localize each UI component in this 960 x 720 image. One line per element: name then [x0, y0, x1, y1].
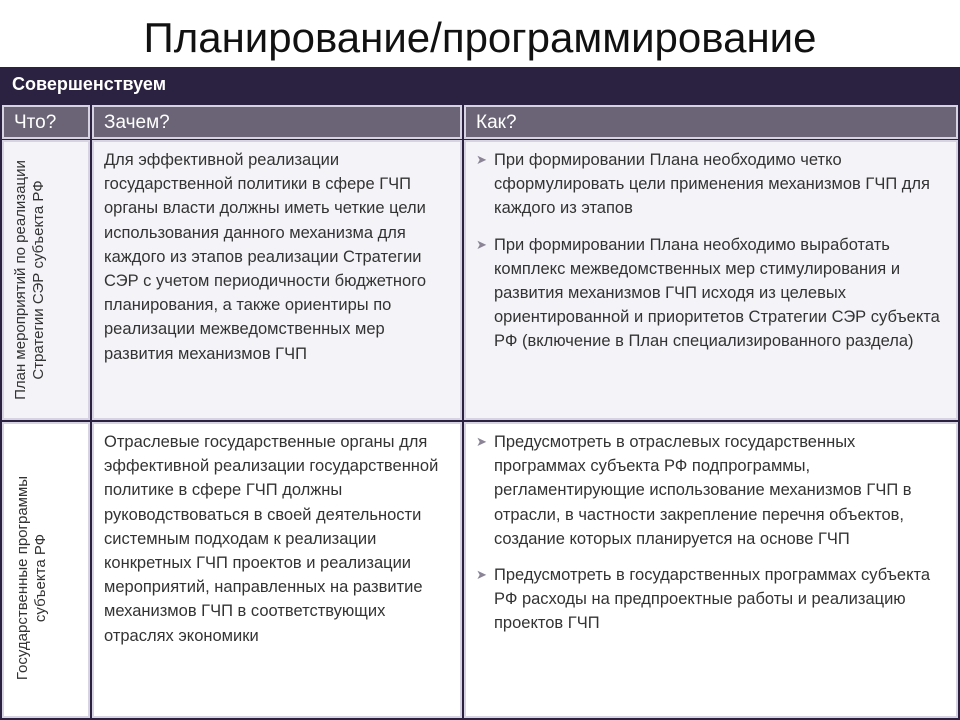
- how-item-text: При формировании Плана необходимо выработать комплекс межведомственных мер стимулирования и развития механизмов ГЧП исходя из целевых ориентированной и приоритетов Стратегии СЭР субъекта РФ (включение в План специализированного раздела): [494, 235, 940, 351]
- how-cell: [464, 140, 958, 420]
- arrow-bullet-icon: ➤: [476, 567, 487, 583]
- list-item: [474, 233, 950, 354]
- column-header-why: [92, 105, 462, 139]
- list-item: [474, 148, 950, 221]
- column-header-why-label: Зачем?: [104, 112, 170, 133]
- why-text: Отраслевые государственные органы для эффективной реализации государственной политике в сфере ГЧП должны руководствоваться в своей деятельности системным подходам к реализации конкретных ГЧП проектов и реализации мероприятий, направленных на развитие механизмов ГЧП в соответствующих отраслях экономики: [104, 433, 439, 645]
- how-list: [474, 430, 950, 648]
- row-label-cell: [2, 140, 90, 420]
- section-header: [0, 67, 960, 103]
- how-item-text: При формировании Плана необходимо четко сформулировать цели применения механизмов ГЧП для каждого из этапов: [494, 151, 930, 218]
- how-item-text: Предусмотреть в отраслевых государственных программах субъекта РФ подпрограммы, регламентирующие использование механизмов ГЧП в отрасли, в частности закрепление перечня объектов, создание которых планируется на основе ГЧП: [494, 433, 912, 548]
- list-item: [474, 430, 950, 551]
- column-header-what-label: Что?: [14, 112, 57, 133]
- arrow-bullet-icon: ➤: [476, 152, 487, 167]
- why-cell: [92, 140, 462, 420]
- why-text: Для эффективной реализации государственной политики в сфере ГЧП органы власти должны иметь четкие цели использования данного механизма для каждого из этапов реализации Стратегии СЭР с учетом периодичности бюджетного планирования, а также ориентиры по реализации межведомственных мер развития механизмов ГЧП: [104, 151, 427, 363]
- section-header-label: Совершенствуем: [12, 74, 167, 94]
- list-item: [474, 563, 950, 636]
- how-cell: [464, 422, 958, 718]
- column-header-how-label: Как?: [476, 112, 517, 133]
- row-label: Государственные программы субъекта РФ: [14, 475, 49, 681]
- column-header-what: [2, 105, 90, 139]
- column-header-how: [464, 105, 958, 139]
- how-item-text: Предусмотреть в государственных программах субъекта РФ расходы на предпроектные работы и реализацию проектов ГЧП: [494, 566, 931, 633]
- page-title: Планирование/программирование: [143, 14, 817, 61]
- row-label-cell: [2, 422, 90, 718]
- arrow-bullet-icon: ➤: [476, 236, 487, 252]
- arrow-bullet-icon: ➤: [476, 434, 487, 449]
- comparison-table: [0, 67, 960, 720]
- row-label: План мероприятий по реализации Стратегии СЭР субъекта РФ: [12, 160, 47, 400]
- why-cell: [92, 422, 462, 718]
- how-list: [474, 148, 950, 366]
